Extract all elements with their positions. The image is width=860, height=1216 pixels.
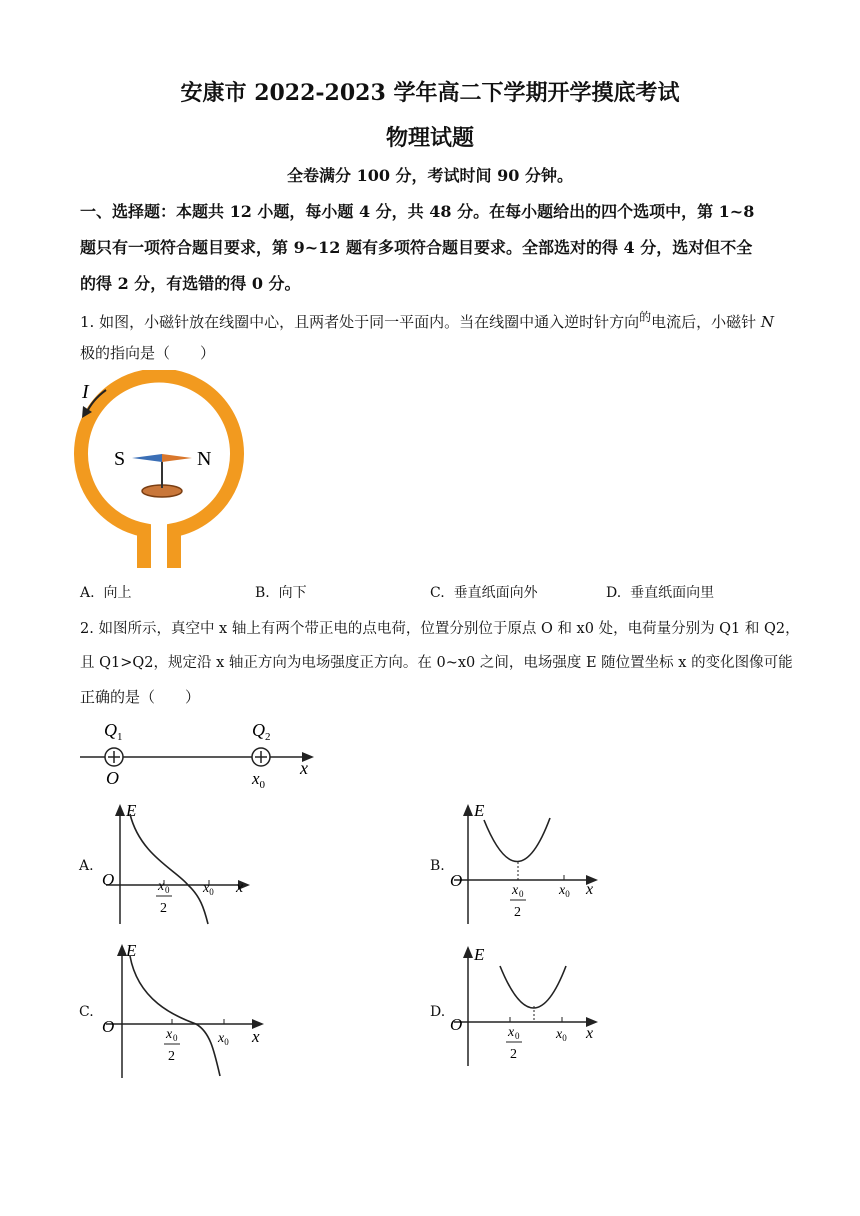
- n-pole-label: N: [197, 448, 212, 470]
- axis-x-label: x: [300, 758, 308, 778]
- current-label: I: [82, 381, 89, 403]
- graph-d-x0-label: $x_0$: [556, 1027, 567, 1043]
- graph-c-e-label: E: [126, 941, 137, 960]
- option-text: 向下: [278, 585, 307, 601]
- graph-d-half-den: 2: [510, 1047, 517, 1062]
- graph-d[interactable]: [444, 942, 614, 1072]
- graph-c[interactable]: [96, 940, 276, 1080]
- q2-stem-line2: 且 Q1>Q2，规定沿 x 轴正方向为电场强度正方向。在 0~x0 之间，电场强度 E 随位置坐标 x 的变化图像可能: [80, 655, 793, 671]
- graph-b-curve: [484, 818, 550, 862]
- q1-option-b[interactable]: [255, 582, 307, 602]
- q1-option-c[interactable]: [430, 582, 538, 602]
- section-instructions-line2: 题只有一项符合题目要求，第 9~12 题有多项符合题目要求。全部选对的得 4 分，选对但不全: [80, 238, 753, 257]
- q2-stem-line1: 2. 如图所示，真空中 x 轴上有两个带正电的点电荷，位置分别位于原点 O 和 x0 处，电荷量分别为 Q1 和 Q2，: [80, 621, 800, 637]
- graph-c-x-label: x: [252, 1027, 260, 1046]
- option-label: D.: [606, 585, 622, 601]
- q1-stem-sup: 的: [639, 310, 652, 324]
- graph-c-half-sub: 0: [173, 1033, 178, 1043]
- q1-option-d[interactable]: [606, 582, 714, 602]
- q2-charges-figure: [74, 712, 324, 792]
- graph-c-half-den: 2: [168, 1049, 175, 1064]
- q1-stem-n: N: [760, 313, 775, 331]
- q1-option-a[interactable]: [80, 582, 131, 602]
- graph-c-half-num: x: [166, 1027, 173, 1042]
- coil-ring: [81, 375, 237, 566]
- option-text: 垂直纸面向外: [453, 585, 538, 601]
- graph-a-o-label: O: [102, 870, 115, 889]
- option-label: A.: [80, 585, 95, 601]
- graph-b-label[interactable]: B.: [430, 858, 445, 874]
- graph-a-label[interactable]: A.: [79, 858, 94, 874]
- graph-b[interactable]: [444, 800, 614, 930]
- graph-b-half-den: 2: [514, 905, 521, 920]
- exam-subtitle: 物理试题: [385, 125, 474, 151]
- graph-a-x-label: x: [236, 879, 244, 896]
- graph-d-e-label: E: [474, 945, 485, 964]
- graph-d-x-label: x: [586, 1025, 594, 1042]
- option-label: C.: [430, 585, 445, 601]
- graph-d-half-num: x: [508, 1025, 515, 1040]
- graph-d-label[interactable]: D.: [430, 1004, 446, 1020]
- exam-title: 安康市 2022-2023 学年高二下学期开学摸底考试: [180, 80, 680, 106]
- origin-label: O: [106, 768, 119, 788]
- compass-needle-n: [162, 454, 192, 462]
- option-text: 垂直纸面向里: [630, 585, 715, 601]
- q1-label: $Q_1$: [104, 720, 123, 743]
- graph-a-half-sub: 0: [165, 885, 170, 895]
- graph-d-o-label: O: [450, 1015, 463, 1034]
- q1-stem-line2: 极的指向是（ ）: [80, 344, 216, 362]
- graph-c-curve: [130, 956, 220, 1076]
- graph-d-half-sub: 0: [515, 1031, 520, 1041]
- graph-a-curve: [130, 814, 208, 924]
- graph-c-label[interactable]: C.: [79, 1004, 94, 1020]
- graph-b-x-label: x: [586, 881, 594, 898]
- q2-stem-line3: 正确的是（ ）: [80, 688, 201, 706]
- graph-a-half-num: x: [158, 879, 165, 894]
- x0-label: $x_0$: [252, 769, 266, 791]
- graph-b-half-num: x: [512, 883, 519, 898]
- graph-b-x0-label: $x_0$: [559, 883, 570, 899]
- q1-stem-text-b: 电流后，小磁针: [651, 313, 761, 331]
- exam-note: 全卷满分 100 分，考试时间 90 分钟。: [287, 166, 573, 185]
- s-pole-label: S: [114, 448, 126, 470]
- q1-stem-line1: [80, 300, 800, 339]
- graph-b-e-label: E: [474, 801, 485, 820]
- section-instructions-line3: 的得 2 分，有选错的得 0 分。: [80, 274, 301, 293]
- graph-a[interactable]: [96, 800, 266, 930]
- graph-d-curve: [500, 966, 566, 1008]
- graph-a-half-den: 2: [160, 901, 167, 916]
- graph-b-o-label: O: [450, 871, 463, 890]
- option-text: 向上: [103, 585, 132, 601]
- q1-coil-figure: [70, 370, 260, 570]
- option-label: B.: [255, 585, 270, 601]
- graph-c-x0-label: $x_0$: [218, 1031, 229, 1047]
- graph-b-half-sub: 0: [519, 889, 524, 899]
- graph-a-e-label: E: [126, 801, 137, 820]
- q2-label: $Q_2$: [252, 720, 271, 743]
- section-instructions-line1: 一、选择题：本题共 12 小题，每小题 4 分，共 48 分。在每小题给出的四个选项中，第 1~8: [80, 202, 755, 221]
- compass-needle-s: [132, 454, 162, 462]
- graph-a-x0-label: $x_0$: [203, 881, 214, 897]
- graph-c-o-label: O: [102, 1017, 115, 1036]
- q1-stem-text-a: 1. 如图，小磁针放在线圈中心，且两者处于同一平面内。当在线圈中通入逆时针方向: [80, 313, 640, 331]
